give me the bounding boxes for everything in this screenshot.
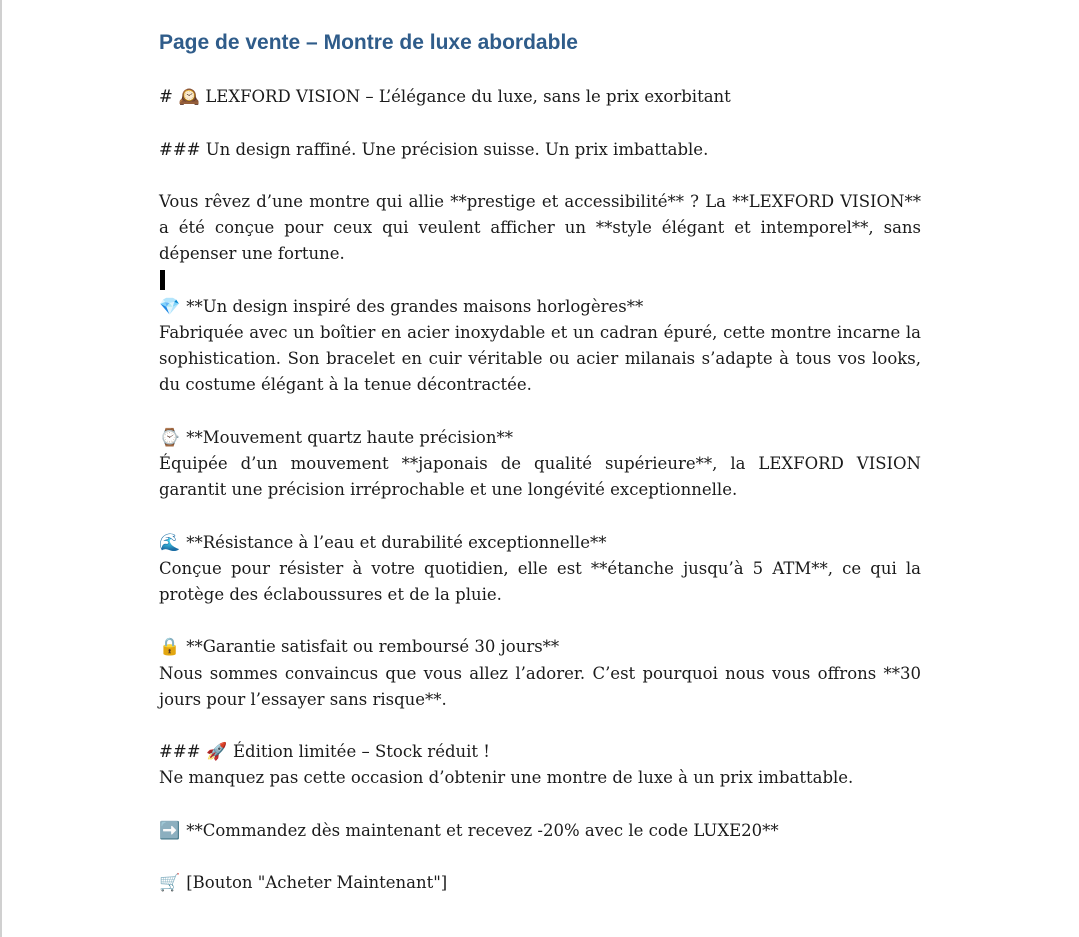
- wave-icon: 🌊: [159, 532, 181, 553]
- feature-title-text: **Résistance à l’eau et durabilité exceptionnelle**: [186, 532, 607, 552]
- feature-title: [159, 425, 921, 451]
- spacer: [159, 58, 921, 84]
- buy-button-line: [159, 870, 921, 896]
- text-cursor: [160, 270, 165, 290]
- feature-title-text: **Garantie satisfait ou remboursé 30 jours**: [186, 637, 560, 657]
- h1-prefix: #: [159, 87, 179, 107]
- feature-text: Équipée d’un mouvement **japonais de qualité supérieure**, la LEXFORD VISION garantit une précision irréprochable et une longévité exceptionnelle.: [159, 453, 921, 500]
- spacer: [159, 608, 921, 634]
- spacer: [159, 844, 921, 870]
- limited-title: [159, 739, 921, 765]
- document-heading: Page de vente – Montre de luxe abordable: [159, 31, 578, 54]
- feature-text: Conçue pour résister à votre quotidien, elle est **étanche jusqu’à 5 ATM**, ce qui la protège des éclaboussures et de la pluie.: [159, 558, 921, 604]
- limited-text: Ne manquez pas cette occasion d’obtenir une montre de luxe à un prix imbattable.: [159, 768, 854, 788]
- feature-title: [159, 634, 921, 660]
- cart-icon: 🛒: [159, 873, 181, 894]
- feature-title: [159, 294, 921, 320]
- limited-title-text: Édition limitée – Stock réduit !: [227, 742, 490, 762]
- intro-paragraph: Vous rêvez d’une montre qui allie **prestige et accessibilité** ? La **LEXFORD VISION** a été conçue pour ceux qui veulent afficher un **style élégant et intemporel**, sans dépenser une fortune.: [159, 191, 921, 264]
- h1-line: [159, 84, 921, 110]
- cta-line: [159, 818, 921, 844]
- document-body[interactable]: [159, 28, 921, 896]
- arrow-right-icon: ➡️: [159, 820, 181, 841]
- spacer: [159, 503, 921, 529]
- watch-icon: ⌚: [159, 427, 181, 448]
- gem-icon: 💎: [159, 296, 181, 317]
- feature-title: [159, 530, 921, 556]
- limited-prefix: ###: [159, 742, 206, 762]
- spacer: [159, 399, 921, 425]
- feature-text: Fabriquée avec un boîtier en acier inoxydable et un cadran épuré, cette montre incarne la sophistication. Son bracelet en cuir véritable ou acier milanais s’adapte à tous vos looks, du costume élégant à la tenue décontractée.: [159, 322, 921, 395]
- tagline: ### Un design raffiné. Une précision suisse. Un prix imbattable.: [159, 139, 709, 159]
- rocket-icon: 🚀: [206, 742, 228, 763]
- spacer: [159, 713, 921, 739]
- cta-text: **Commandez dès maintenant et recevez -20% avec le code LUXE20**: [181, 820, 779, 840]
- spacer: [159, 163, 921, 189]
- feature-text: Nous sommes convaincus que vous allez l’adorer. C’est pourquoi nous vous offrons **30 jours pour l’essayer sans risque**.: [159, 663, 921, 709]
- spacer: [159, 110, 921, 136]
- cursor-line: [159, 268, 921, 294]
- page-edge: [0, 0, 2, 937]
- feature-title-text: **Mouvement quartz haute précision**: [186, 427, 513, 447]
- lock-icon: 🔒: [159, 637, 181, 658]
- h1-text: LEXFORD VISION – L’élégance du luxe, sans le prix exorbitant: [200, 87, 731, 107]
- mantelpiece-clock-icon: 🕰️: [178, 87, 200, 108]
- spacer: [159, 792, 921, 818]
- feature-title-text: **Un design inspiré des grandes maisons horlogères**: [186, 296, 644, 316]
- buy-button-text: [Bouton "Acheter Maintenant"]: [181, 873, 448, 893]
